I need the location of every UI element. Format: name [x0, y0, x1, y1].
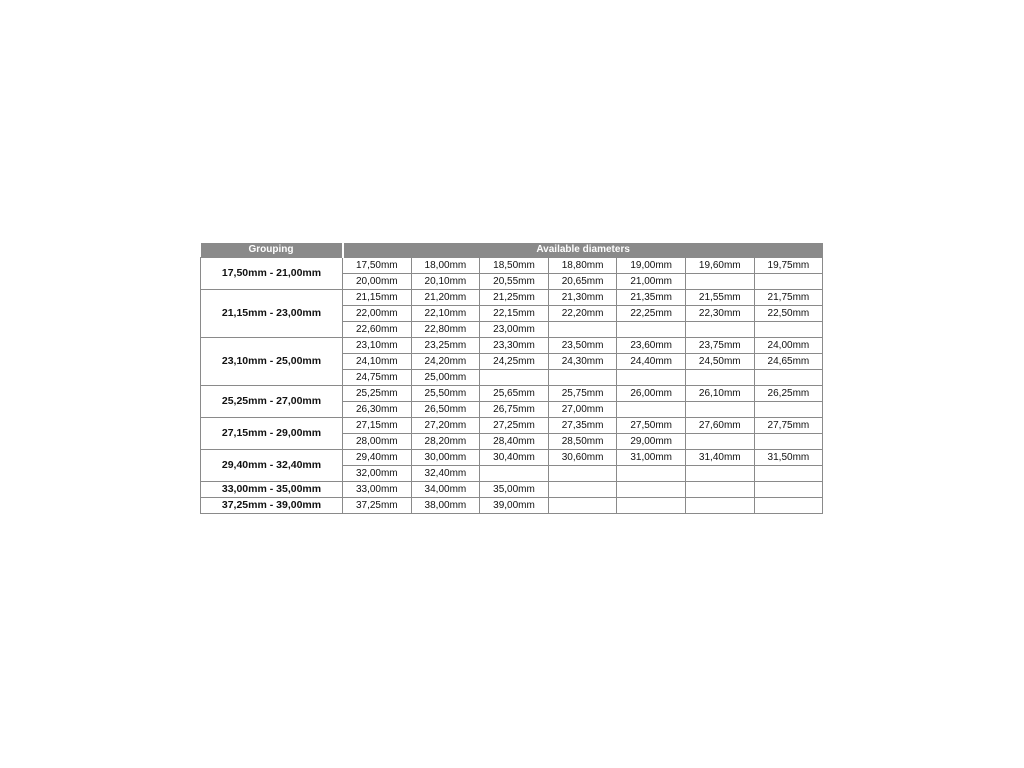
diameter-cell [685, 370, 754, 386]
diameter-cell: 24,30mm [548, 354, 617, 370]
diameter-cell [754, 498, 823, 514]
table-row [201, 258, 823, 274]
diameter-cell: 22,50mm [754, 306, 823, 322]
table-header-row [201, 243, 823, 258]
table-row [201, 498, 823, 514]
diameter-cell: 21,30mm [548, 290, 617, 306]
diameter-cell: 30,60mm [548, 450, 617, 466]
diameter-cell [617, 482, 686, 498]
diameter-cell: 18,80mm [548, 258, 617, 274]
diameter-cell [754, 466, 823, 482]
diameters-table [200, 243, 823, 514]
diameter-cell: 21,75mm [754, 290, 823, 306]
table-row [201, 418, 823, 434]
diameter-cell: 27,60mm [685, 418, 754, 434]
diameter-cell: 20,10mm [411, 274, 480, 290]
diameter-cell: 34,00mm [411, 482, 480, 498]
diameter-cell [617, 466, 686, 482]
diameter-cell [754, 402, 823, 418]
diameter-cell: 24,50mm [685, 354, 754, 370]
diameter-cell: 29,00mm [617, 434, 686, 450]
grouping-cell: 17,50mm - 21,00mm [201, 258, 343, 290]
diameter-cell [754, 322, 823, 338]
diameter-cell: 20,00mm [343, 274, 412, 290]
diameter-cell [685, 482, 754, 498]
diameter-cell: 23,00mm [480, 322, 549, 338]
diameter-cell [754, 482, 823, 498]
diameter-cell: 24,20mm [411, 354, 480, 370]
table-row [201, 386, 823, 402]
diameter-cell: 30,00mm [411, 450, 480, 466]
diameter-cell: 22,80mm [411, 322, 480, 338]
diameter-cell [685, 466, 754, 482]
grouping-cell: 29,40mm - 32,40mm [201, 450, 343, 482]
grouping-cell: 25,25mm - 27,00mm [201, 386, 343, 418]
diameter-cell: 23,60mm [617, 338, 686, 354]
diameter-cell: 21,35mm [617, 290, 686, 306]
diameter-cell: 27,35mm [548, 418, 617, 434]
diameter-cell: 18,50mm [480, 258, 549, 274]
diameter-cell: 25,00mm [411, 370, 480, 386]
diameter-cell: 22,15mm [480, 306, 549, 322]
diameter-cell: 28,40mm [480, 434, 549, 450]
diameter-cell: 25,50mm [411, 386, 480, 402]
diameter-cell: 32,00mm [343, 466, 412, 482]
diameter-cell: 22,60mm [343, 322, 412, 338]
diameter-cell: 24,00mm [754, 338, 823, 354]
diameter-cell: 28,50mm [548, 434, 617, 450]
diameter-cell: 21,20mm [411, 290, 480, 306]
diameter-cell [685, 322, 754, 338]
diameter-cell: 26,30mm [343, 402, 412, 418]
diameter-cell [617, 370, 686, 386]
diameter-cell: 26,75mm [480, 402, 549, 418]
diameter-cell: 23,30mm [480, 338, 549, 354]
table-row [201, 338, 823, 354]
diameter-cell: 25,25mm [343, 386, 412, 402]
diameter-cell: 20,65mm [548, 274, 617, 290]
diameter-cell [480, 466, 549, 482]
diameter-cell: 27,50mm [617, 418, 686, 434]
diameter-cell: 20,55mm [480, 274, 549, 290]
diameter-cell: 30,40mm [480, 450, 549, 466]
diameter-cell: 19,00mm [617, 258, 686, 274]
diameter-cell: 26,10mm [685, 386, 754, 402]
diameter-cell: 23,25mm [411, 338, 480, 354]
diameter-cell: 23,10mm [343, 338, 412, 354]
diameter-cell: 29,40mm [343, 450, 412, 466]
diameter-cell: 22,10mm [411, 306, 480, 322]
diameter-cell: 21,25mm [480, 290, 549, 306]
diameter-cell [685, 274, 754, 290]
table-row [201, 450, 823, 466]
diameter-cell: 26,00mm [617, 386, 686, 402]
diameter-cell [548, 370, 617, 386]
diameter-cell: 27,20mm [411, 418, 480, 434]
diameter-cell: 38,00mm [411, 498, 480, 514]
diameter-cell [754, 370, 823, 386]
diameter-cell: 31,50mm [754, 450, 823, 466]
diameter-cell: 18,00mm [411, 258, 480, 274]
diameter-cell [548, 322, 617, 338]
diameter-cell: 35,00mm [480, 482, 549, 498]
diameter-cell [548, 498, 617, 514]
diameter-cell [548, 466, 617, 482]
diameter-cell: 24,25mm [480, 354, 549, 370]
diameter-cell: 22,00mm [343, 306, 412, 322]
table-body [201, 258, 823, 514]
diameter-cell: 21,00mm [617, 274, 686, 290]
diameter-cell [617, 402, 686, 418]
diameter-cell [480, 370, 549, 386]
diameter-cell [754, 274, 823, 290]
table-row [201, 482, 823, 498]
diameter-cell: 17,50mm [343, 258, 412, 274]
diameter-cell: 21,15mm [343, 290, 412, 306]
diameter-cell [754, 434, 823, 450]
diameter-cell: 32,40mm [411, 466, 480, 482]
grouping-cell: 37,25mm - 39,00mm [201, 498, 343, 514]
diameter-cell [685, 402, 754, 418]
diameter-cell: 22,20mm [548, 306, 617, 322]
diameter-cell: 24,40mm [617, 354, 686, 370]
diameter-cell: 31,00mm [617, 450, 686, 466]
diameter-cell: 31,40mm [685, 450, 754, 466]
diameter-cell [548, 482, 617, 498]
diameter-cell: 33,00mm [343, 482, 412, 498]
diameter-cell: 19,60mm [685, 258, 754, 274]
diameter-cell: 23,75mm [685, 338, 754, 354]
diameter-cell [617, 498, 686, 514]
diameter-cell: 37,25mm [343, 498, 412, 514]
diameter-cell [685, 498, 754, 514]
diameter-cell: 24,75mm [343, 370, 412, 386]
table-row [201, 290, 823, 306]
available-diameters-header: Available diameters [343, 243, 823, 258]
diameter-cell: 25,75mm [548, 386, 617, 402]
diameter-cell: 27,15mm [343, 418, 412, 434]
diameter-cell: 21,55mm [685, 290, 754, 306]
grouping-cell: 27,15mm - 29,00mm [201, 418, 343, 450]
grouping-cell: 23,10mm - 25,00mm [201, 338, 343, 386]
diameter-cell: 22,25mm [617, 306, 686, 322]
diameter-cell [685, 434, 754, 450]
grouping-header: Grouping [201, 243, 343, 258]
diameter-cell: 23,50mm [548, 338, 617, 354]
diameter-cell: 28,20mm [411, 434, 480, 450]
diameter-cell: 24,65mm [754, 354, 823, 370]
diameter-cell: 22,30mm [685, 306, 754, 322]
diameter-cell [617, 322, 686, 338]
diameter-cell: 26,50mm [411, 402, 480, 418]
grouping-cell: 21,15mm - 23,00mm [201, 290, 343, 338]
diameter-cell: 39,00mm [480, 498, 549, 514]
diameter-cell: 25,65mm [480, 386, 549, 402]
diameter-cell: 27,75mm [754, 418, 823, 434]
diameter-cell: 28,00mm [343, 434, 412, 450]
grouping-cell: 33,00mm - 35,00mm [201, 482, 343, 498]
diameter-cell: 27,00mm [548, 402, 617, 418]
diameter-cell: 19,75mm [754, 258, 823, 274]
diameter-cell: 26,25mm [754, 386, 823, 402]
diameter-cell: 27,25mm [480, 418, 549, 434]
diameter-cell: 24,10mm [343, 354, 412, 370]
